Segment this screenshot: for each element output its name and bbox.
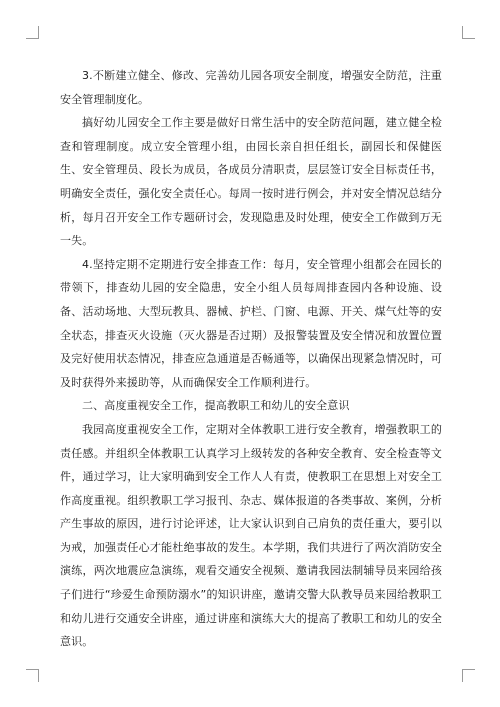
paragraph-safety-education: 我园高度重视安全工作，定期对全体教职工进行安全教育，增强教职工的责任感。并组织全体教职工认真学习上级转发的各种安全教育、安全检查等文件，通过学习，让大家明确到安全工作人人有责，使教职工在思想上对安全工作高度重视。组织教职工学习报刊、杂志、媒体报道的各类事故、案例，分析产生事故的原因，进行讨论评述，让大家认识到自己肩负的责任重大，要引以为戒，加强责任心才能杜绝事故的发生。本学期，我们共进行了两次消防安全演练，两次地震应急演练，观看交通安全视频、邀请我园法制辅导员来园给孩子们进行“珍爱生命预防溺水”的知识讲座，邀请交警大队教导员来园给教职工和幼儿进行交通安全讲座，通过讲座和演练大大的提高了教职工和幼儿的安全意识。 xyxy=(60,422,442,649)
crop-mark-bottom-right xyxy=(462,669,475,682)
crop-mark-bottom-left xyxy=(26,669,39,682)
paragraph-safety-inspection: 4.坚持定期不定期进行安全排查工作：每月，安全管理小组都会在园长的带领下，排查幼儿园的安全隐患，安全小组人员每周排查园内各种设施、设备、活动场地、大型玩教具、器械、护栏、门窗、电源、开关、煤气灶等的安全状态，排查灭火设施（灭火器是否过期）及报警装置及安全情况和放置位置及完好使用状态情况，排查应急通道是否畅通等，以确保出现紧急情况时，可及时获得外来援助等，从而确保安全工作顺利进行。 xyxy=(60,257,442,389)
paragraph-safety-system: 3.不断建立健全、修改、完善幼儿园各项安全制度，增强安全防范，注重安全管理制度化。 xyxy=(60,69,442,106)
paragraph-safety-management: 搞好幼儿园安全工作主要是做好日常生活中的安全防范问题，建立健全检查和管理制度。成立安全管理小组，由园长亲自担任组长，副园长和保健医生、安全管理员、段长为成员，各成员分清职责，层层签订安全目标责任书，明确安全责任，强化安全责任心。每周一按时进行例会，并对安全情况总结分析，每月召开安全工作专题研讨会，发现隐患及时处理，使安全工作做到万无一失。 xyxy=(60,116,442,248)
document-body xyxy=(60,64,442,654)
crop-mark-top-right xyxy=(462,26,475,39)
section-heading-safety-awareness: 二、高度重视安全工作，提高教职工和幼儿的安全意识 xyxy=(82,399,350,413)
crop-mark-top-left xyxy=(26,26,39,39)
